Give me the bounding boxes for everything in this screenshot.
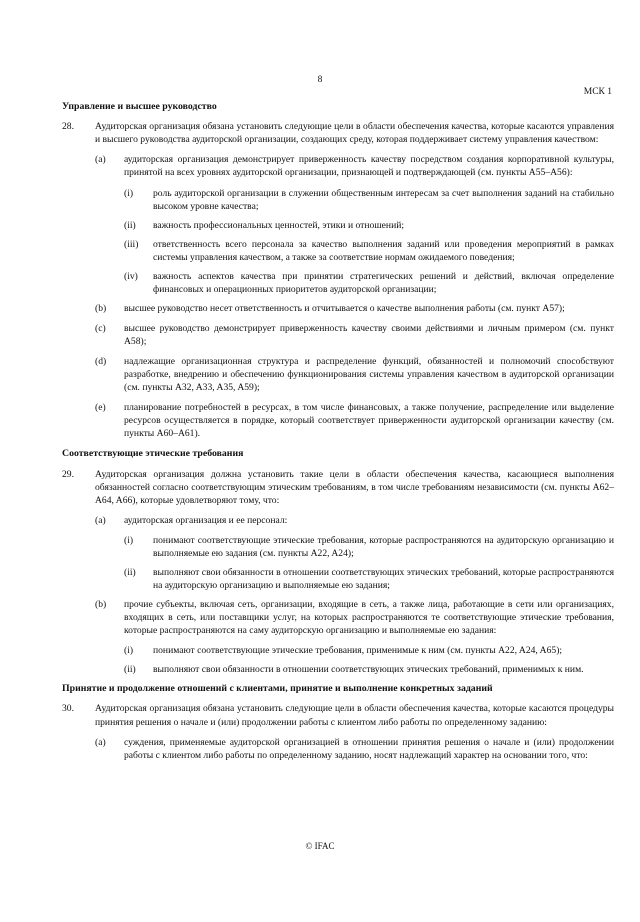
list-item: [95, 355, 614, 394]
sub-list-item-label: (i): [124, 534, 134, 546]
sub-list-item-label: (ii): [124, 664, 136, 676]
paragraph-number: 29.: [62, 468, 74, 480]
sub-list-item: [124, 238, 614, 264]
sub-list-item-text: выполняют свои обязанности в отношении соответствующих этических требований, применимых к ним.: [153, 664, 584, 676]
paragraph-number: 28.: [62, 121, 74, 133]
sub-list-item-label: (ii): [124, 566, 136, 578]
sub-list-item-text: ответственность всего персонала за качество выполнения заданий или проведения мероприятий в рамках системы управления качеством, а также за соответствие нормам ожидаемого поведения;: [153, 238, 614, 263]
list-item-label: (e): [95, 402, 106, 414]
numbered-paragraph: [62, 702, 614, 728]
sub-list-item-label: (iv): [124, 270, 138, 282]
sub-list-item-text: понимают соответствующие этические требования, которые распространяются на аудиторскую организацию и выполняемые ею задания (см. пункты A22, A24);: [153, 534, 614, 559]
list-item-text: аудиторская организация демонстрирует приверженность качеству посредством создания корпоративной культуры, принятой на всех уровнях аудиторской организации, признающей и подтверждающей (см. пункты A55–A56):: [124, 154, 614, 179]
list-item-text: прочие субъекты, включая сеть, организации, входящие в сеть, а также лица, работающие в сети или организациях, входящих в сеть, или поставщики услуг, на которых распространяются те соответствующие этические требования, которые распространяются на саму аудиторскую организацию и выполняемые ею задания:: [124, 598, 614, 637]
footer-copyright: © IFAC: [305, 841, 335, 851]
sub-list-item-text: понимают соответствующие этические требования, применимые к ним (см. пункты A22, A24, A65);: [153, 645, 563, 657]
sub-list-item-text: выполняют свои обязанности в отношении соответствующих этических требований, которые распространяются на аудиторскую организацию и выполняемые ею задания;: [153, 566, 614, 591]
list-item-text: аудиторская организация и ее персонал:: [124, 514, 288, 526]
list-item: [95, 736, 614, 762]
list-item: [95, 153, 614, 179]
list-item-label: (b): [95, 598, 107, 610]
sub-list-item: [124, 644, 614, 657]
sub-list-item: [124, 663, 614, 676]
document-body: [62, 100, 614, 769]
list-item-label: (a): [95, 514, 106, 526]
numbered-paragraph: [62, 120, 614, 146]
sub-list-item-text: важность аспектов качества при принятии стратегических решений и действий, включая определение финансовых и операционных приоритетов аудиторской организации;: [153, 270, 614, 295]
section-heading: Принятие и продолжение отношений с клиентами, принятие и выполнение конкретных заданий: [62, 683, 493, 695]
sub-list-item: [124, 566, 614, 592]
sub-list-item-label: (ii): [124, 219, 136, 231]
list-item: [95, 401, 614, 440]
list-item-label: (d): [95, 355, 107, 367]
paragraph-text: Аудиторская организация обязана установить следующие цели в области обеспечения качества, которые касаются управления и высшего руководства аудиторской организации, создающих среду, которая поддерживает систему управления качеством:: [95, 121, 614, 146]
paragraph-text: Аудиторская организация обязана установить следующие цели в области обеспечения качества, которые касаются процедуры принятия решения о начале и (или) продолжении работы с клиентом либо работы по определенному заданию:: [95, 703, 614, 728]
list-item: [95, 598, 614, 637]
sub-list-item-text: роль аудиторской организации в служении общественным интересам за счет выполнения заданий на стабильно высоком уровне качества;: [153, 187, 614, 212]
sub-list-item: [124, 219, 614, 232]
list-item-label: (a): [95, 736, 106, 748]
list-item-label: (a): [95, 154, 106, 166]
sub-list-item: [124, 187, 614, 213]
list-item-text: суждения, применяемые аудиторской организацией в отношении принятия решения о начале и (или) продолжении работы с клиентом либо работы по определенному заданию, носят надлежащий характер на основании того, что:: [124, 736, 614, 761]
list-item-text: надлежащие организационная структура и распределение функций, обязанностей и полномочий способствуют разработке, внедрению и обеспечению функционирования системы управления качеством в аудиторской организации (см. пункты A32, A33, A35, A59);: [124, 355, 614, 394]
list-item-label: (c): [95, 322, 106, 334]
list-item-label: (b): [95, 302, 107, 314]
paragraph-number: 30.: [62, 703, 74, 715]
sub-list-item-label: (iii): [124, 238, 139, 250]
page-number: 8: [317, 75, 323, 85]
sub-list-item: [124, 270, 614, 296]
list-item-text: высшее руководство несет ответственность и отчитывается о качестве выполнения работы (см. пункт A57);: [124, 302, 565, 314]
paragraph-text: Аудиторская организация должна установить такие цели в области обеспечения качества, касающиеся выполнения обязанностей согласно соответствующим этическим требованиям, в том числе требованиям независимости (см. пункты A62–A64, A66), которые удовлетворяют тому, что:: [95, 468, 614, 506]
sub-list-item-text: важность профессиональных ценностей, этики и отношений;: [153, 219, 405, 231]
numbered-paragraph: [62, 468, 614, 507]
sub-list-item-label: (i): [124, 187, 134, 199]
document-code: МСК 1: [583, 87, 612, 97]
section-heading: Управление и высшее руководство: [62, 101, 217, 112]
list-item-text: высшее руководство демонстрирует приверженность качеству своими действиями и личным примером (см. пункт A58);: [124, 322, 614, 347]
list-item-text: планирование потребностей в ресурсах, в том числе финансовых, а также получение, распределение или выделение ресурсов осуществляется в порядке, который соответствует приверженности аудиторской организации качеству (см. пункты A60–A61).: [124, 402, 614, 440]
sub-list-item-label: (i): [124, 645, 134, 657]
list-item: [95, 322, 614, 348]
list-item: [95, 514, 614, 527]
sub-list-item: [124, 534, 614, 560]
list-item: [95, 302, 614, 315]
section-heading: Соответствующие этические требования: [62, 448, 244, 460]
